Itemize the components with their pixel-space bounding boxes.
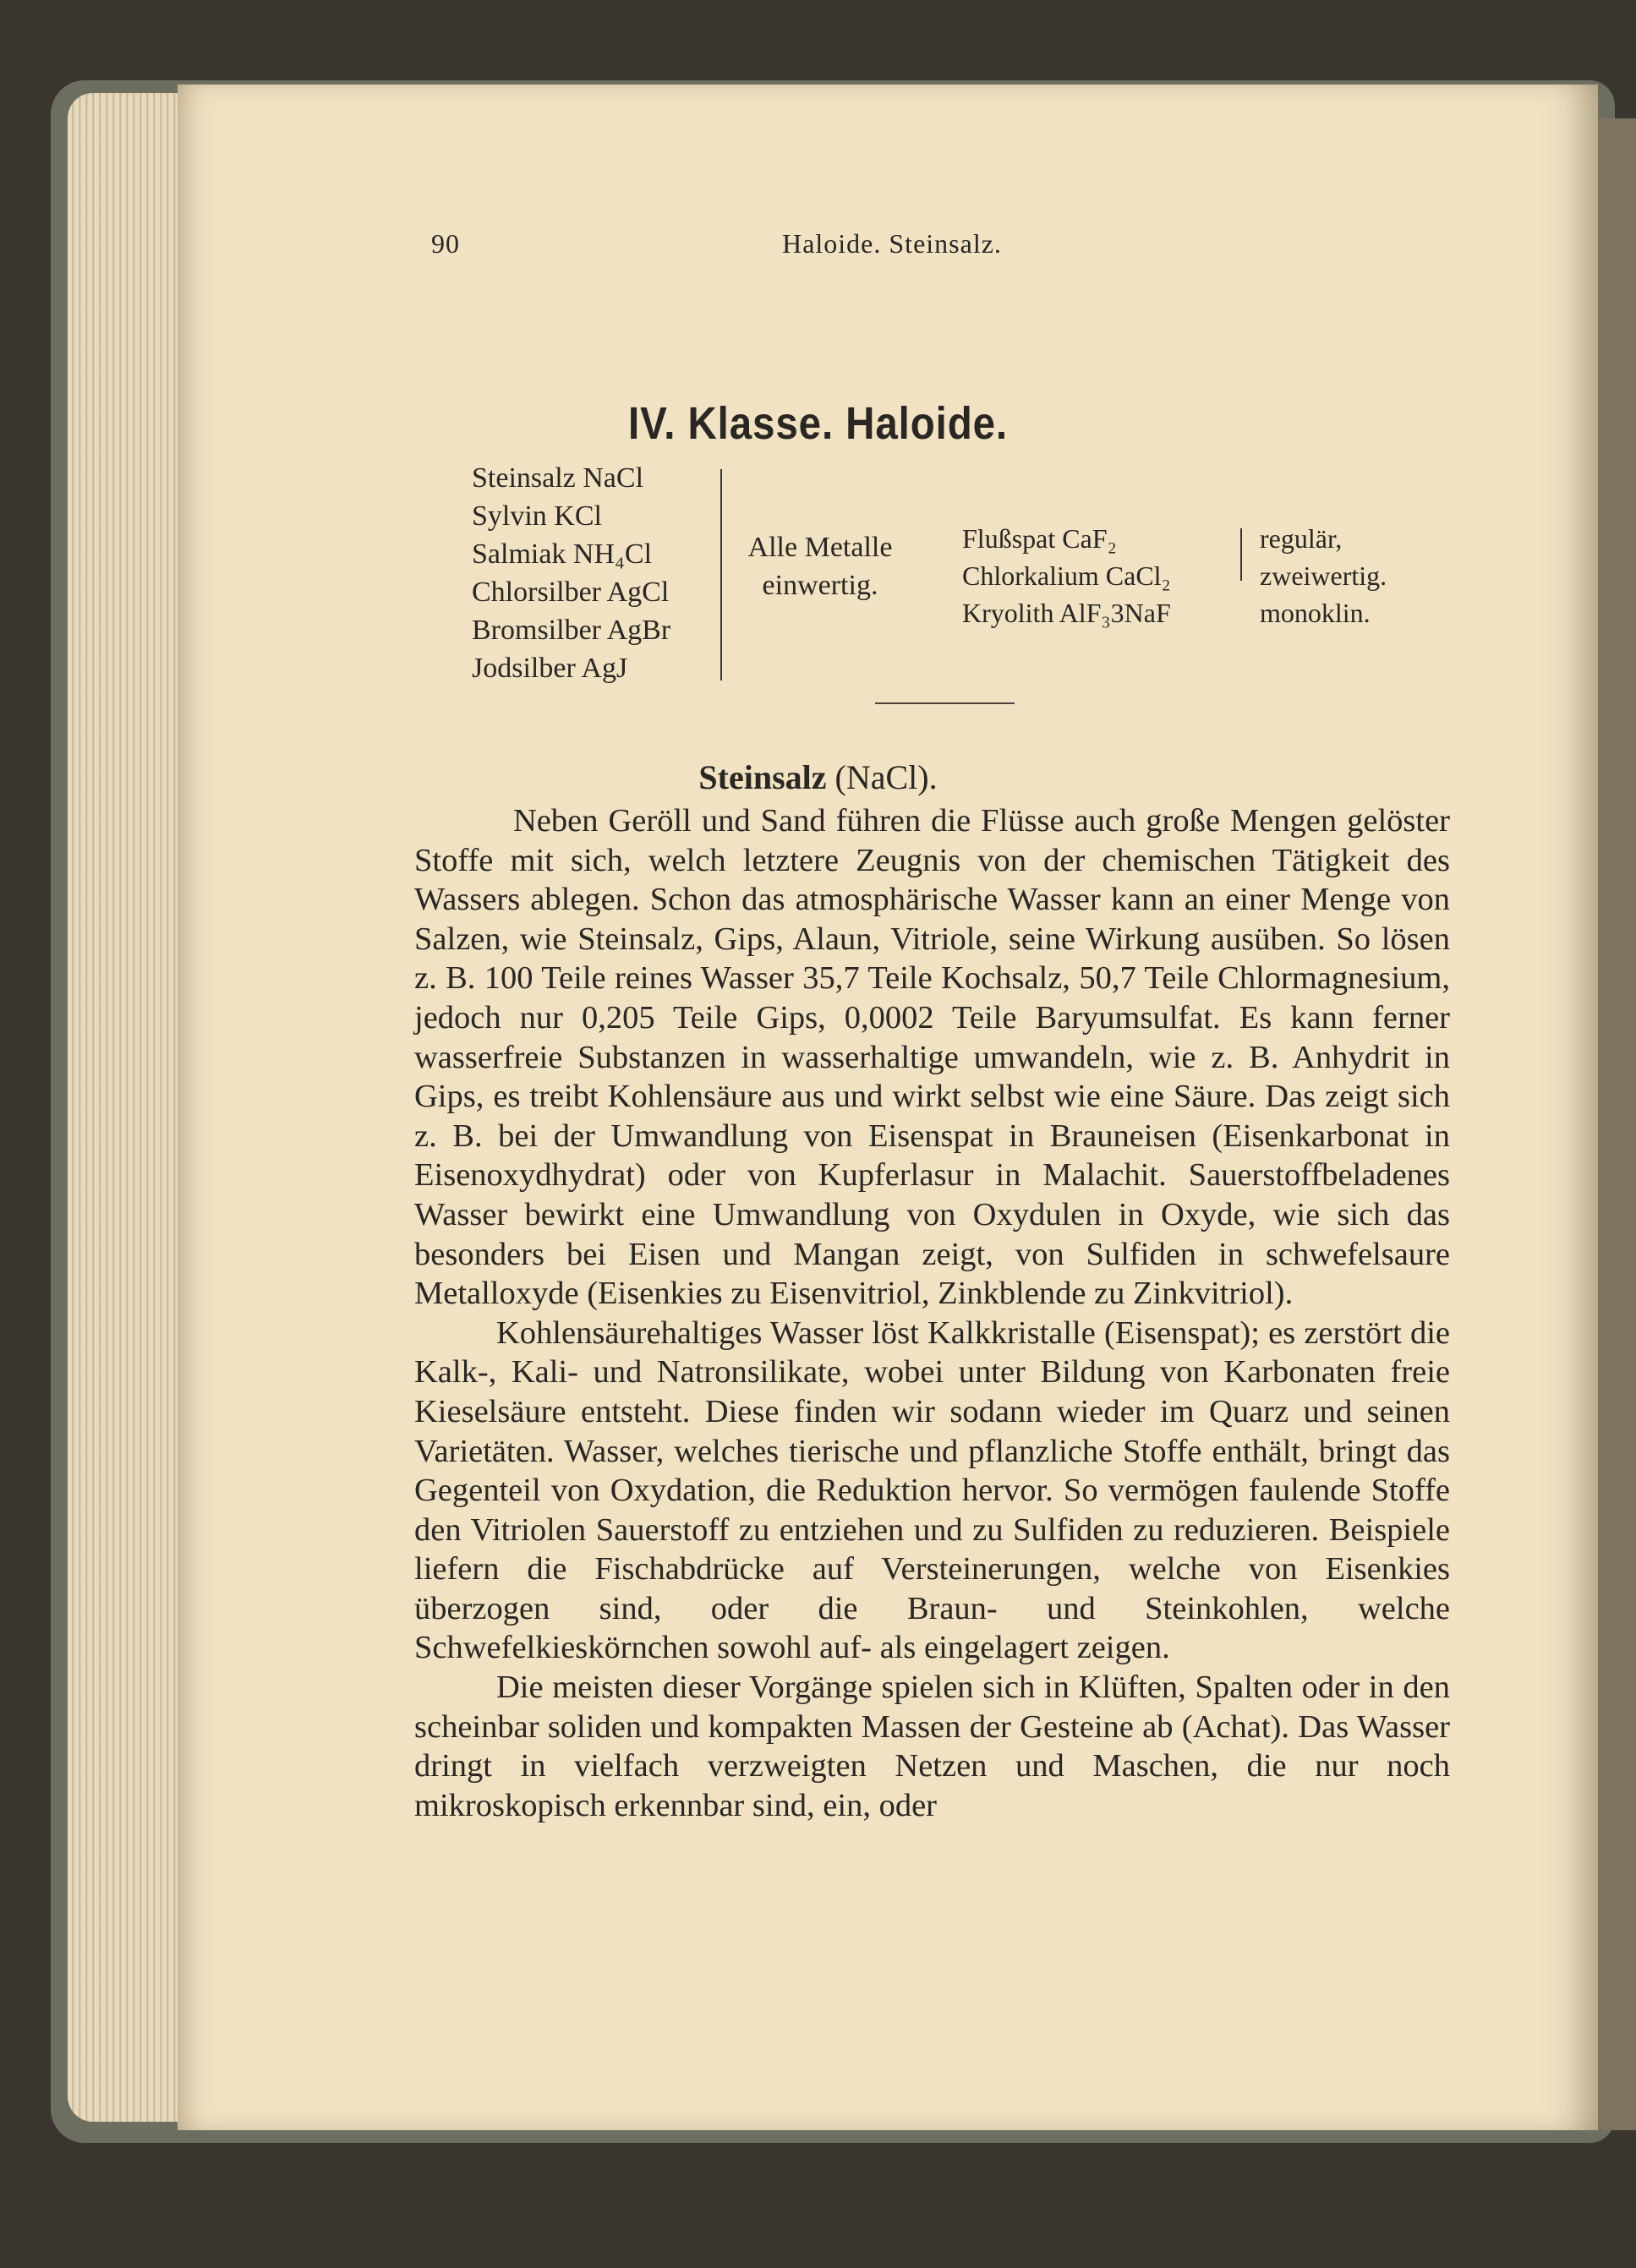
mineral-entry: Chlorkalium CaCl₂ bbox=[962, 560, 1171, 591]
mineral-table bbox=[0, 452, 1636, 689]
valence-note-line: Alle Metalle bbox=[747, 532, 893, 563]
section-divider bbox=[875, 702, 1015, 704]
mineral-entry: Jodsilber AgJ bbox=[472, 653, 628, 684]
mineral-entry: Kryolith AlF₃3NaF bbox=[962, 598, 1171, 628]
body-text bbox=[414, 801, 1450, 1825]
mineral-entry: Sylvin KCl bbox=[472, 500, 602, 532]
paragraph: Neben Geröll und Sand führen die Flüsse auch große Mengen gelöster Stoffe mit sich, welch letztere Zeugnis von der chemischen Tätigkeit des Wassers ablegen. Schon das atmosphärische Wasser kann an einer Menge von Salzen, wie Steinsalz, Gips, Alaun, Vitriole, seine Wirkung ausüben. So lösen z. B. 100 Teile reines Wasser 35,7 Teile Kochsalz, 50,7 Teile Chlormagnesium, jedoch nur 0,205 Teile Gips, 0,0002 Teile Baryumsulfat. Es kann ferner wasserfreie Substanzen in wasserhaltige umwandeln, wie z. B. Anhydrit in Gips, es treibt Kohlensäure aus und wirkt selbst wie eine Säure. Das zeigt sich z. B. bei der Umwandlung von Eisenspat in Brauneisen (Eisenkarbonat in Eisenoxydhydrat) oder von Kupferlasur in Malachit. Sauerstoffbeladenes Wasser bewirkt eine Umwandlung von Oxydulen in Oxyde, wie sich das besonders bei Eisen und Mangan zeigt, von Sulfiden in schwefelsaure Metalloxyde (Eisenkies zu Eisenvitriol, Zinkblende zu Zinkvitriol). bbox=[414, 803, 1450, 1312]
page-number: 90 bbox=[431, 228, 460, 259]
running-title: Haloide. Steinsalz. bbox=[782, 228, 1002, 259]
mineral-entry: Bromsilber AgBr bbox=[472, 615, 671, 646]
right-brace bbox=[1230, 528, 1242, 581]
valence-note-line: einwertig. bbox=[762, 570, 878, 601]
valence-note bbox=[736, 528, 905, 604]
mineral-entry: Chlorsilber AgCl bbox=[472, 577, 670, 608]
class-title: IV. Klasse. Haloide. bbox=[627, 398, 1009, 449]
running-header bbox=[338, 228, 1446, 279]
section-title bbox=[0, 757, 1636, 797]
crystal-system-list bbox=[1260, 520, 1387, 631]
paragraph: Kohlensäurehaltiges Wasser löst Kalkkristalle (Eisenspat); es zerstört die Kalk-, Kali- und Natronsilikate, wobei unter Bildung von Karbonaten freie Kieselsäure entsteht. Diese finden wir sodann wieder im Quarz und seinen Varietäten. Wasser, welches tierische und pflanzliche Stoffe enthält, bringt das Gegenteil von Oxydation, die Reduktion hervor. So vermögen faulende Stoffe den Vitriolen Sauerstoff zu entziehen und zu Sulfiden zu reduzieren. Beispiele liefern die Fischabdrücke auf Versteinerungen, welche von Eisenkies überzogen sind, oder die Braun- und Steinkohlen, welche Schwefelkieskörnchen sowohl auf- als eingelagert zeigen. bbox=[414, 1314, 1450, 1666]
section-title-bold: Steinsalz bbox=[698, 758, 827, 796]
section-title-formula: (NaCl). bbox=[826, 758, 938, 796]
paragraph: Die meisten dieser Vorgänge spielen sich in Klüften, Spalten oder in den scheinbar soliden und kompakten Massen der Gesteine ab (Achat). Das Wasser dringt in vielfach verzweigten Netzen und Maschen, die nur noch mikroskopisch erkennbar sind, ein, oder bbox=[414, 1670, 1450, 1823]
right-mineral-list bbox=[962, 520, 1171, 631]
crystal-system: regulär, bbox=[1260, 523, 1343, 554]
crystal-system: zweiwertig. bbox=[1260, 560, 1387, 591]
mineral-entry: Salmiak NH₄Cl bbox=[472, 538, 653, 570]
mineral-entry: Flußspat CaF₂ bbox=[962, 523, 1117, 554]
left-brace bbox=[709, 469, 722, 680]
crystal-system: monoklin. bbox=[1260, 598, 1371, 628]
left-mineral-list bbox=[472, 459, 670, 687]
mineral-entry: Steinsalz NaCl bbox=[472, 462, 644, 494]
